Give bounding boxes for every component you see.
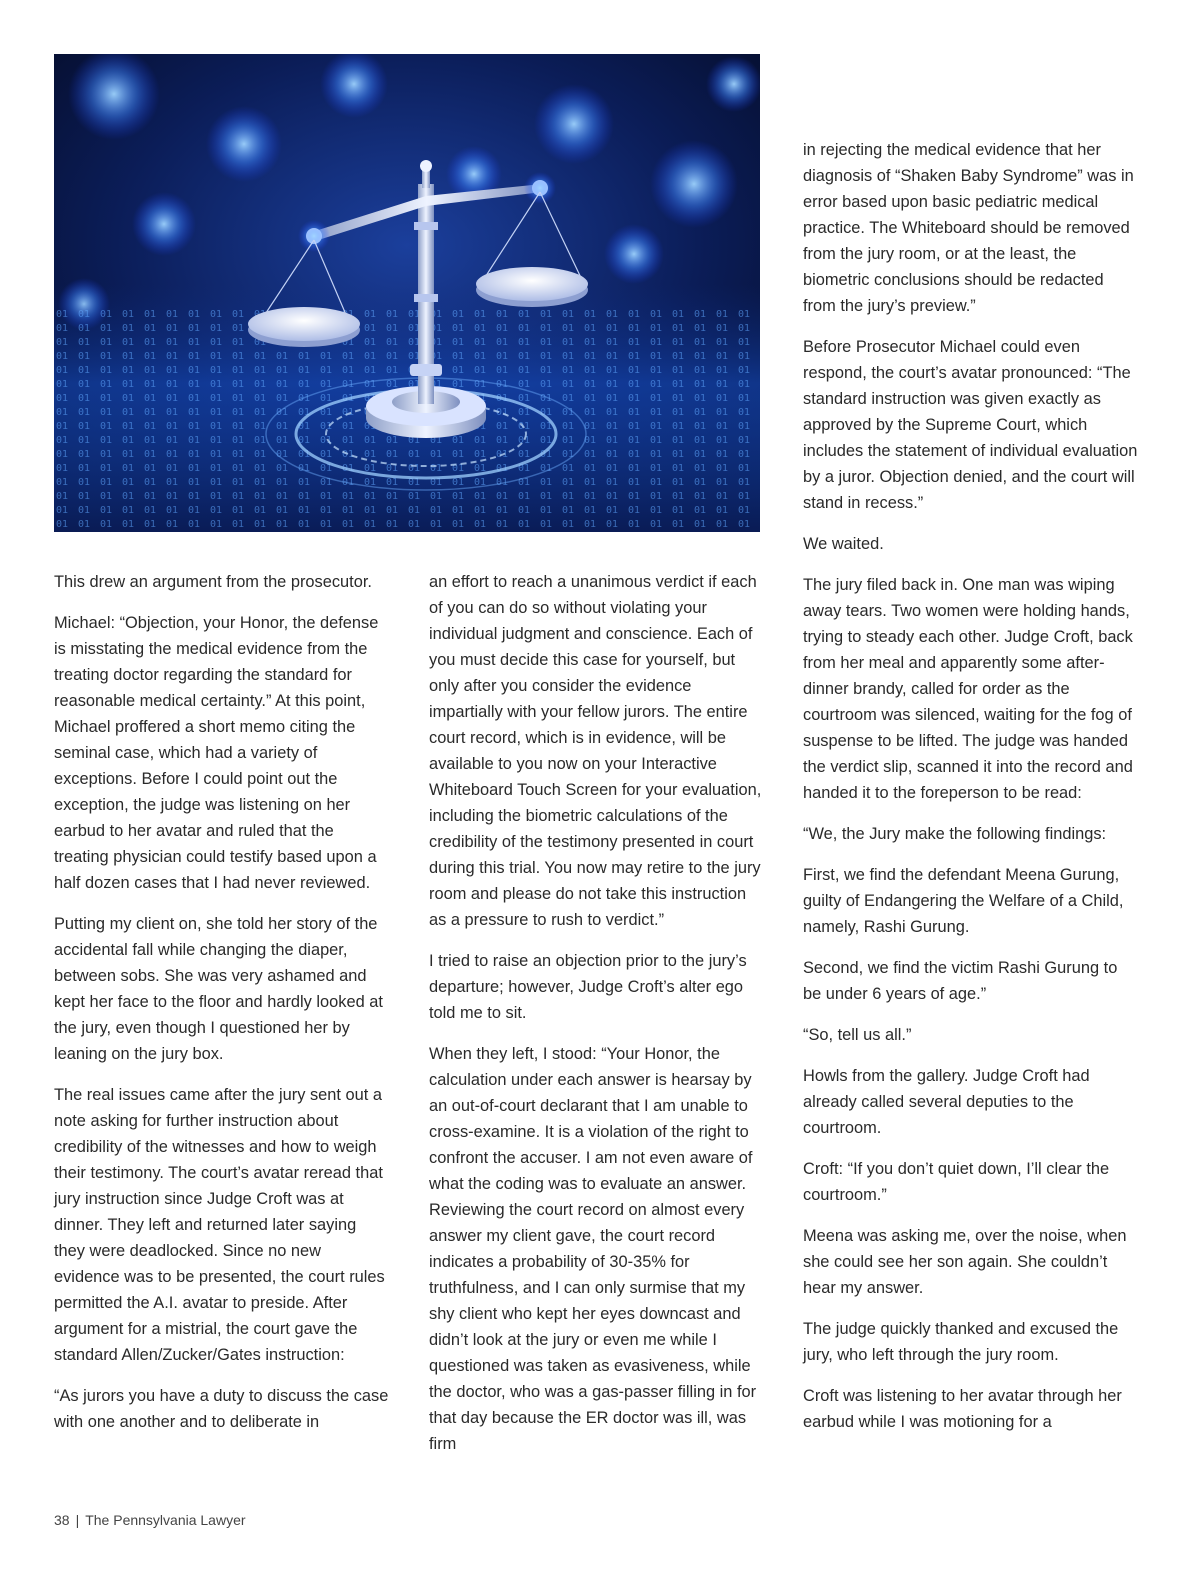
paragraph: an effort to reach a unanimous verdict if each of you can do so without violating your individual judgment and conscience. Each of you must decide this case for yourself, but only after you consider the evidence impartially with your fellow jurors. The entire court record, which is in evidence, will be available to you now on your Interactive Whiteboard Touch Screen for your evaluation, including the biometric calculations of the credibility of the testimony presented in court during this trial. You now may retire to the jury room and please do not take this instruction as a pressure to rush to verdict.” (429, 573, 762, 929)
article-column-3 (803, 137, 1139, 1450)
paragraph: Before Prosecutor Michael could even respond, the court’s avatar pronounced: “The standard instruction was given exactly as approved by the Supreme Court, which includes the statement of individual evaluation by a juror. Objection denied, and the court will stand in recess.” (803, 338, 1138, 512)
footer-separator: | (75, 1512, 80, 1528)
publication-name: The Pennsylvania Lawyer (85, 1512, 246, 1528)
paragraph: When they left, I stood: “Your Honor, the calculation under each answer is hearsay by an out-of-court declarant that I am unable to cross-examine. It is a violation of the right to confront the accuser. I am not even aware of what the coding was to evaluate an answer. Reviewing the court record on almost every answer my client gave, the court record indicates a probability of 30-35% for truthfulness, and I can only surmise that my shy client who kept her eyes downcast and didn’t look at the jury or even me while I questioned was taken as evasiveness, while the doctor, who was a gas-passer filling in for that day because the ER doctor was ill, was firm (429, 1045, 757, 1453)
paragraph: First, we find the defendant Meena Gurung, guilty of Endangering the Welfare of a Child, namely, Rashi Gurung. (803, 866, 1124, 936)
paragraph: The judge quickly thanked and excused the jury, who left through the jury room. (803, 1320, 1119, 1364)
page-number: 38 (54, 1512, 70, 1528)
paragraph: “So, tell us all.” (803, 1026, 912, 1044)
hero-illustration-scales-of-justice (54, 54, 760, 532)
paragraph: Michael: “Objection, your Honor, the defense is misstating the medical evidence from the treating doctor regarding the standard for reasonable medical certainty.” At this point, Michael proffered a short memo citing the seminal case, which had a variety of exceptions. Before I could point out the exception, the judge was listening on her earbud to her avatar and ruled that the treating physician could testify based upon a half dozen cases that I had never reviewed. (54, 614, 379, 892)
paragraph: This drew an argument from the prosecutor. (54, 573, 372, 591)
paragraph: “As jurors you have a duty to discuss the case with one another and to deliberate in (54, 1387, 389, 1431)
page-footer (54, 1512, 246, 1528)
article-column-1 (54, 569, 390, 1450)
paragraph: Croft: “If you don’t quiet down, I’ll clear the courtroom.” (803, 1160, 1110, 1204)
paragraph: in rejecting the medical evidence that her diagnosis of “Shaken Baby Syndrome” was in error based upon basic pediatric medical practice. The Whiteboard should be removed from the jury room, or at the least, the biometric conclusions should be redacted from the jury’s preview.” (803, 141, 1134, 315)
paragraph: Putting my client on, she told her story of the accidental fall while changing the diaper, between sobs. She was very ashamed and kept her face to the floor and hardly looked at the jury, even though I questioned her by leaning on the jury box. (54, 915, 383, 1063)
paragraph: The jury filed back in. One man was wiping away tears. Two women were holding hands, trying to steady each other. Judge Croft, back from her meal and apparently some after-dinner brandy, called for order as the courtroom was silenced, waiting for the fog of suspense to be lifted. The judge was handed the verdict slip, scanned it into the record and handed it to the foreperson to be read: (803, 576, 1133, 802)
article-column-2 (429, 569, 765, 1472)
paragraph: The real issues came after the jury sent out a note asking for further instruction about credibility of the witnesses and how to weigh their testimony. The court’s avatar reread that jury instruction since Judge Croft was at dinner. They left and returned later saying they were deadlocked. Since no new evidence was to be presented, the court rules permitted the A.I. avatar to preside. After argument for a mistrial, the court gave the standard Allen/Zucker/Gates instruction: (54, 1086, 385, 1364)
paragraph: Croft was listening to her avatar through her earbud while I was motioning for a (803, 1387, 1122, 1431)
paragraph: I tried to raise an objection prior to the jury’s departure; however, Judge Croft’s alter ego told me to sit. (429, 952, 747, 1022)
paragraph: Second, we find the victim Rashi Gurung to be under 6 years of age.” (803, 959, 1118, 1003)
paragraph: We waited. (803, 535, 884, 553)
paragraph: “We, the Jury make the following findings: (803, 825, 1107, 843)
paragraph: Howls from the gallery. Judge Croft had already called several deputies to the courtroom. (803, 1067, 1090, 1137)
paragraph: Meena was asking me, over the noise, when she could see her son again. She couldn’t hear my answer. (803, 1227, 1127, 1297)
